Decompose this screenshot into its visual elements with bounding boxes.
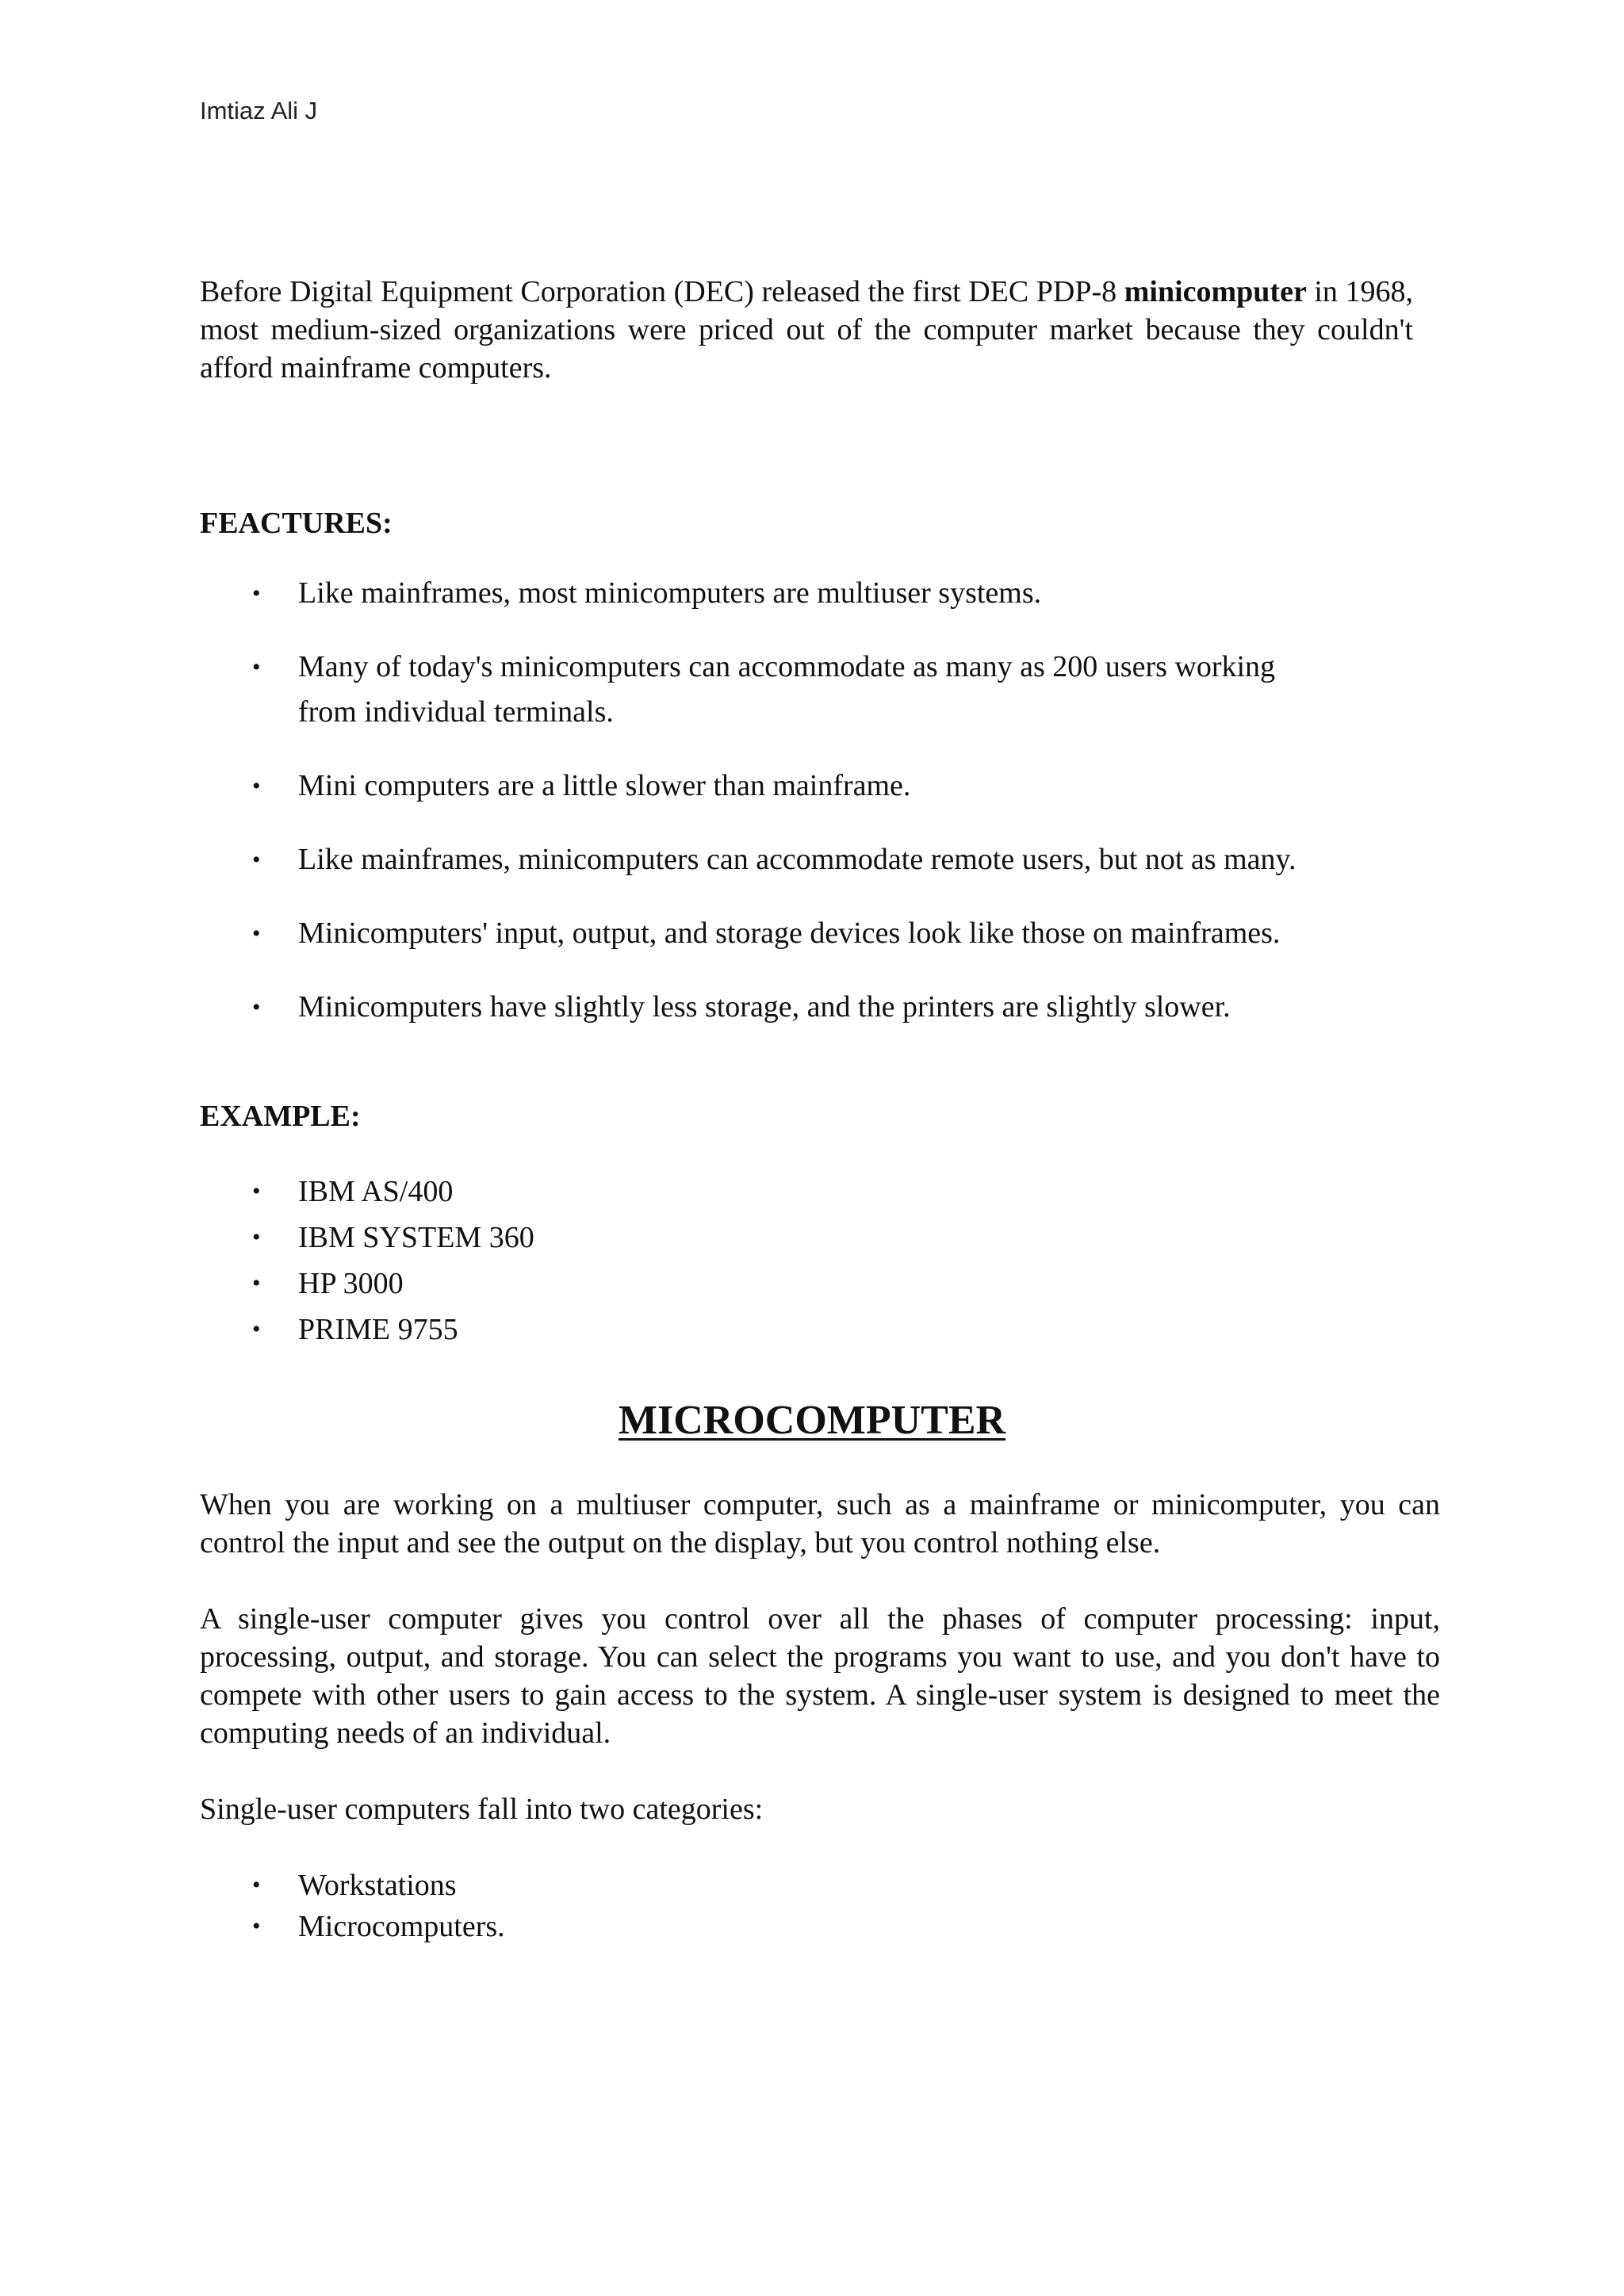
bullet-icon: • — [252, 1178, 261, 1204]
bullet-icon: • — [252, 773, 261, 799]
examples-list — [200, 1169, 534, 1353]
paragraph: When you are working on a multiuser computer, such as a mainframe or minicomputer, you can control the input and see the output on the display, but you control nothing else. — [200, 1488, 1440, 1559]
list-item-text: IBM AS/400 — [298, 1175, 454, 1208]
bullet-icon: • — [252, 1316, 261, 1342]
list-item — [200, 837, 1429, 882]
examples-heading: EXAMPLE: — [200, 1100, 361, 1133]
bullet-icon: • — [252, 994, 261, 1020]
list-item-text: IBM SYSTEM 360 — [298, 1221, 534, 1254]
list-item — [200, 1215, 534, 1261]
list-item-text: Many of today's minicomputers can accommodate as many as 200 users working from individual terminals. — [298, 650, 1276, 729]
list-item-text: HP 3000 — [298, 1267, 404, 1300]
list-item-text: Like mainframes, minicomputers can accommodate remote users, but not as many. — [298, 843, 1297, 876]
list-item — [200, 763, 1429, 809]
list-item — [200, 1169, 534, 1215]
list-item-text: Like mainframes, most minicomputers are multiuser systems. — [298, 576, 1042, 610]
intro-text-end: in 1968, most medium-sized organizations were priced out of the computer market because they couldn't afford mainframe computers. — [200, 275, 1413, 385]
bullet-icon: • — [252, 1872, 261, 1898]
list-item — [200, 1906, 505, 1947]
features-heading: FEACTURES: — [200, 507, 393, 540]
list-item-text: Minicomputers' input, output, and storage devices look like those on mainframes. — [298, 916, 1281, 950]
page-header-author: Imtiaz Ali J — [200, 97, 318, 124]
bullet-icon: • — [252, 1913, 261, 1939]
intro-text-start: Before Digital Equipment Corporation (DEC) released the first DEC PDP-8 — [200, 275, 1124, 308]
list-item — [200, 1261, 534, 1307]
categories-list — [200, 1865, 505, 1947]
bullet-icon: • — [252, 580, 261, 607]
list-item-text: Workstations — [298, 1869, 457, 1902]
list-item — [200, 645, 1297, 735]
list-item — [200, 571, 1429, 616]
list-item — [200, 985, 1429, 1030]
list-item — [200, 1307, 534, 1353]
list-item-text: Microcomputers. — [298, 1910, 505, 1943]
paragraph: A single-user computer gives you control over all the phases of computer processing: input, processing, output, and storage. You can select the programs you want to use, and you don't have to compete with other users to gain access to the system. A single-user system is designed to meet the computing needs of an individual. — [200, 1602, 1440, 1750]
features-list — [200, 571, 1429, 1058]
list-item-text: Minicomputers have slightly less storage, and the printers are slightly slower. — [298, 990, 1231, 1024]
bullet-icon: • — [252, 847, 261, 873]
bullet-icon: • — [252, 654, 261, 680]
paragraph: Single-user computers fall into two categories: — [200, 1793, 764, 1826]
list-item — [200, 1865, 505, 1906]
bullet-icon: • — [252, 1270, 261, 1296]
intro-paragraph — [200, 273, 1413, 387]
list-item-text: PRIME 9755 — [298, 1313, 458, 1346]
list-item — [200, 911, 1429, 956]
list-item-text: Mini computers are a little slower than mainframe. — [298, 769, 911, 802]
bullet-icon: • — [252, 920, 261, 947]
intro-bold-term: minicomputer — [1124, 275, 1307, 308]
bullet-icon: • — [252, 1224, 261, 1250]
section-title: MICROCOMPUTER — [618, 1398, 1006, 1443]
